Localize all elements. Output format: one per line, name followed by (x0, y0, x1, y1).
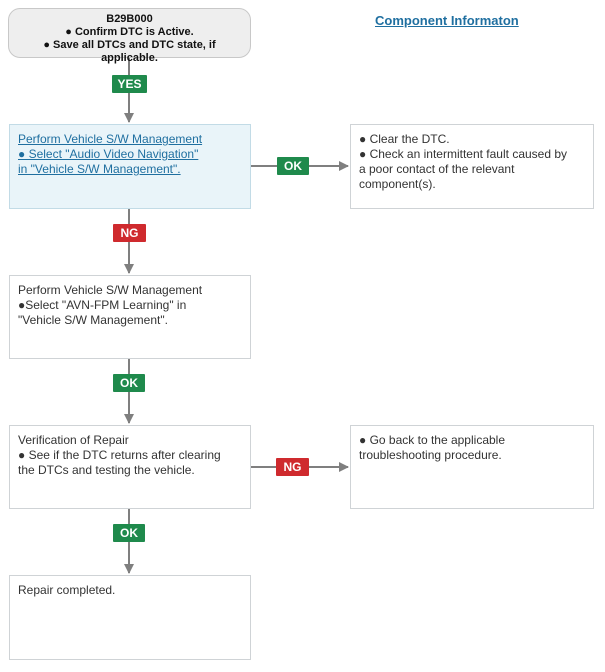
ok-badge-1: OK (277, 157, 309, 175)
step2-line-2: "Vehicle S/W Management". (18, 313, 168, 327)
step2-box (9, 275, 251, 359)
step3-box (9, 425, 251, 509)
start-line-1: ● Confirm DTC is Active. (65, 26, 194, 38)
dtc-code: B29B000 (106, 13, 153, 25)
step1-title-link[interactable]: Perform Vehicle S/W Management (18, 132, 203, 146)
step3-title: Verification of Repair (18, 433, 129, 447)
ng-badge-2: NG (276, 458, 309, 476)
ng-result-line-2: troubleshooting procedure. (359, 448, 502, 462)
final-text: Repair completed. (18, 583, 116, 597)
step3-line-1: ● See if the DTC returns after clearing (18, 448, 221, 462)
ok-result-item-1: ● Clear the DTC. (359, 132, 450, 146)
final-box (9, 575, 251, 660)
start-node (8, 8, 251, 64)
step1-line-2[interactable]: in "Vehicle S/W Management". (18, 162, 181, 176)
ok-result-item-2: ● Check an intermittent fault caused by (359, 147, 568, 161)
yes-badge: YES (112, 75, 147, 93)
step2-line-1: ●Select "AVN-FPM Learning" in (18, 298, 187, 312)
step3-line-2: the DTCs and testing the vehicle. (18, 463, 195, 477)
start-line-2: ● Save all DTCs and DTC state, if applicable. (43, 39, 216, 64)
step2-title: Perform Vehicle S/W Management (18, 283, 203, 297)
ok-result-item-2b: a poor contact of the relevant (359, 162, 515, 176)
ok-badge-2: OK (113, 374, 145, 392)
ng-result-line-1: ● Go back to the applicable (359, 433, 506, 447)
ng-badge-1: NG (113, 224, 146, 242)
step1-line-1[interactable]: ● Select "Audio Video Navigation" (18, 147, 199, 161)
step1-box (9, 124, 251, 209)
ok-badge-3: OK (113, 524, 145, 542)
ng-result-box (350, 425, 594, 509)
ok-result-item-2c: component(s). (359, 177, 436, 191)
component-information-link[interactable]: Component Informaton (375, 13, 519, 28)
ok-result-box (350, 124, 594, 209)
